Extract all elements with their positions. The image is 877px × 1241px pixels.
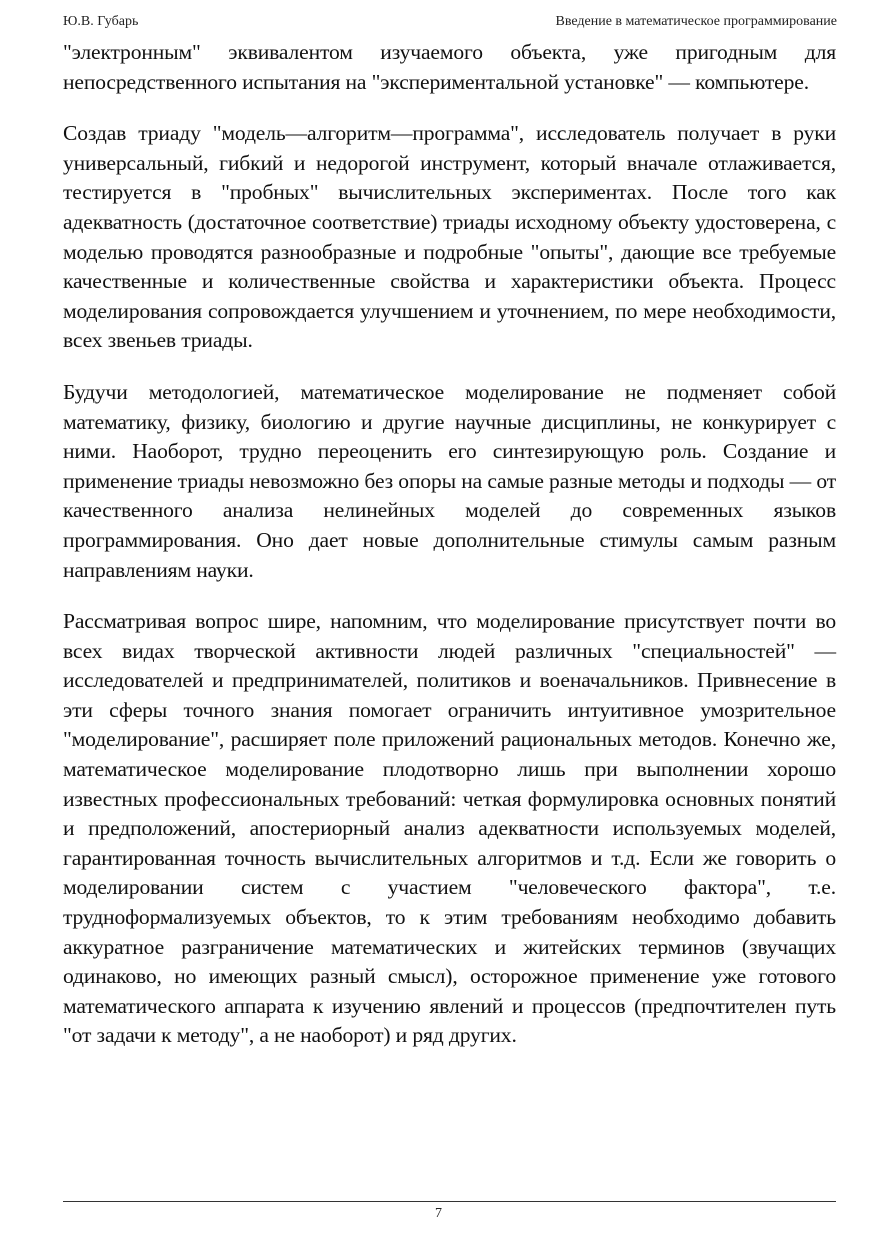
paragraph-continuation: "электронным" эквивалентом изучаемого объекта, уже пригодным для непосредственного испытания на "экспериментальной установке" — компьютере.	[63, 40, 836, 94]
body-text	[63, 38, 836, 1051]
paragraph-broader-view: Рассматривая вопрос шире, напомним, что моделирование присутствует почти во всех видах творческой активности людей различных "специальностей" — исследователей и предпринимателей, политиков и военачальников. Привнесение в эти сферы точного знания помогает ограничить интуитивное умозрительное "моделирование", расширяет поле приложений рациональных методов. Конечно же, математическое моделирование плодотворно лишь при выполнении хорошо известных профессиональных требований: четкая формулировка основных понятий и предположений, апостериорный анализ адекватности используемых моделей, гарантированная точность вычислительных алгоритмов и т.д. Если же говорить о моделировании систем с участием "человеческого фактора", т.е. трудноформализуемых объектов, то к этим требованиям необходимо добавить аккуратное разграничение математических и житейских терминов (звучащих одинаково, но имеющих разный смысл), осторожное применение уже готового математического аппарата к изучению явлений и процессов (предпочтителен путь "от задачи к методу", а не наоборот) и ряд других.	[63, 609, 836, 1048]
header-book-title: Введение в математическое программирование	[555, 14, 837, 29]
page-number: 7	[435, 1206, 442, 1221]
running-header	[63, 14, 837, 34]
paragraph-methodology: Будучи методологией, математическое моделирование не подменяет собой математику, физику, биологию и другие научные дисциплины, не конкурирует с ними. Наоборот, трудно переоценить его синтезирующую роль. Создание и применение триады невозможно без опоры на самые разные методы и подходы — от качественного анализа нелинейных моделей до современных языков программирования. Оно дает новые дополнительные стимулы самым разным направлениям науки.	[63, 379, 836, 582]
header-author: Ю.В. Губарь	[63, 14, 139, 29]
paragraph-triad: Создав триаду "модель—алгоритм—программа", исследователь получает в руки универсальный, гибкий и недорогой инструмент, который вначале отлаживается, тестируется в "пробных" вычислительных экспериментах. После того как адекватность (достаточное соответствие) триады исходному объекту удостоверена, с моделью проводятся разнообразные и подробные "опыты", дающие все требуемые качественные и количественные свойства и характеристики объекта. Процесс моделирования сопровождается улучшением и уточнением, по мере необходимости, всех звеньев триады.	[63, 121, 836, 353]
footer-divider	[63, 1201, 836, 1202]
